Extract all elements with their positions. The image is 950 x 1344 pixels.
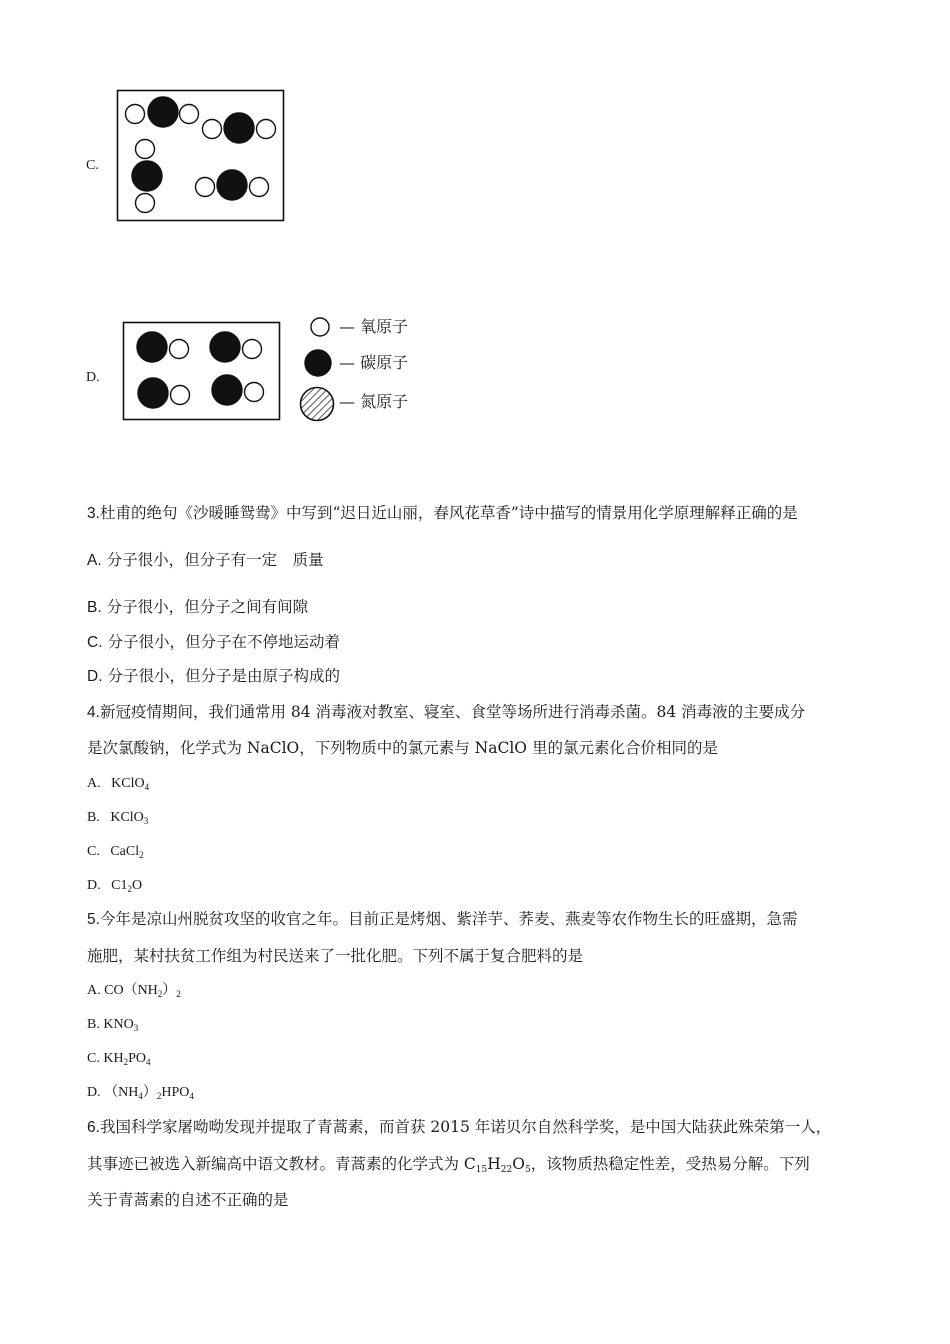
legend-dash: — (339, 353, 355, 372)
q5-option-d: D. $(NH_4)_2HPO_4$ (87, 1085, 194, 1101)
q3-option-b: B. 分子很小，但分子之间有间隙 (87, 598, 309, 616)
q4-option-d: D. $C1_2O$ (87, 878, 143, 894)
legend-oxygen-text: 氧原子 (360, 317, 409, 336)
legend-oxygen (339, 319, 408, 335)
nitrogen-atom-icon (301, 388, 334, 421)
q3-option-d: D. 分子很小，但分子是由原子构成的 (87, 667, 340, 685)
q4-number: 4. (87, 704, 100, 721)
q5-number: 5. (87, 911, 100, 928)
legend-symbols (296, 314, 340, 426)
q5-option-a: A. $CO(NH_2)_2$ (87, 983, 181, 999)
q6-stem-line-1: 6.我国科学家屠呦呦发现并提取了青蒿素，而首获 2015 年诺贝尔自然科学奖，是中国大陆获此殊荣第一人， (87, 1118, 832, 1136)
q3-number: 3. (87, 505, 100, 522)
q3-stem-text: 杜甫的绝句《沙暖睡鸳鸯》中写到“迟日近山丽，春风花草香”诗中描写的情景用化学原理解释正确的是 (99, 504, 798, 522)
figure-c-label: C. (86, 158, 99, 173)
figure-d-label: D. (86, 370, 100, 385)
q4-option-c: C. CaCl$_2$ (87, 844, 144, 860)
q3-stem (87, 506, 798, 522)
legend-dash: — (339, 317, 355, 336)
figure-c-diagram (115, 88, 287, 224)
q5-option-b: B. $KNO_3$ (87, 1017, 139, 1033)
q4-option-a: A. KClO$_4$ (87, 776, 150, 792)
q5-stem-line-2: 施肥，某村扶贫工作组为村民送来了一批化肥。下列不属于复合肥料的是 (87, 947, 584, 965)
figure-d-diagram (121, 320, 283, 422)
legend-dash: — (339, 392, 355, 411)
q6-number: 6. (87, 1119, 100, 1136)
q3-option-a: A. 分子很小，但分子有一定 质量 (87, 551, 324, 569)
legend-nitrogen-text: 氮原子 (360, 392, 409, 411)
q4-option-b: B. KClO$_3$ (87, 810, 149, 826)
q6-stem-line-3: 关于青蒿素的自述不正确的是 (87, 1191, 289, 1209)
legend-carbon (339, 355, 408, 371)
q4-stem-line-2: 是次氯酸钠，化学式为 NaClO，下列物质中的氯元素与 NaClO 里的氯元素化合价相同的是 (87, 739, 718, 757)
oxygen-atom-icon (311, 318, 329, 336)
q5-stem-line-1: 5.今年是凉山州脱贫攻坚的收官之年。目前正是烤烟、紫洋芋、荞麦、燕麦等农作物生长的旺盛期，急需 (87, 910, 798, 928)
q5-option-c: C. $KH_2PO_4$ (87, 1051, 151, 1067)
q4-stem-line-1: 4.新冠疫情期间，我们通常用 84 消毒液对教室、寝室、食堂等场所进行消毒杀菌。84 消毒液的主要成分 (87, 703, 806, 721)
q6-stem-line-2: 其事迹已被选入新编高中语文教材。青蒿素的化学式为 $C_{15}H_{22}O_5$，该物质热稳定性差，受热易分解。下列 (87, 1155, 810, 1175)
carbon-atom-icon (305, 350, 331, 376)
legend-carbon-text: 碳原子 (360, 353, 409, 372)
q3-option-c: C. 分子很小，但分子在不停地运动着 (87, 633, 340, 651)
legend-nitrogen (339, 394, 408, 410)
